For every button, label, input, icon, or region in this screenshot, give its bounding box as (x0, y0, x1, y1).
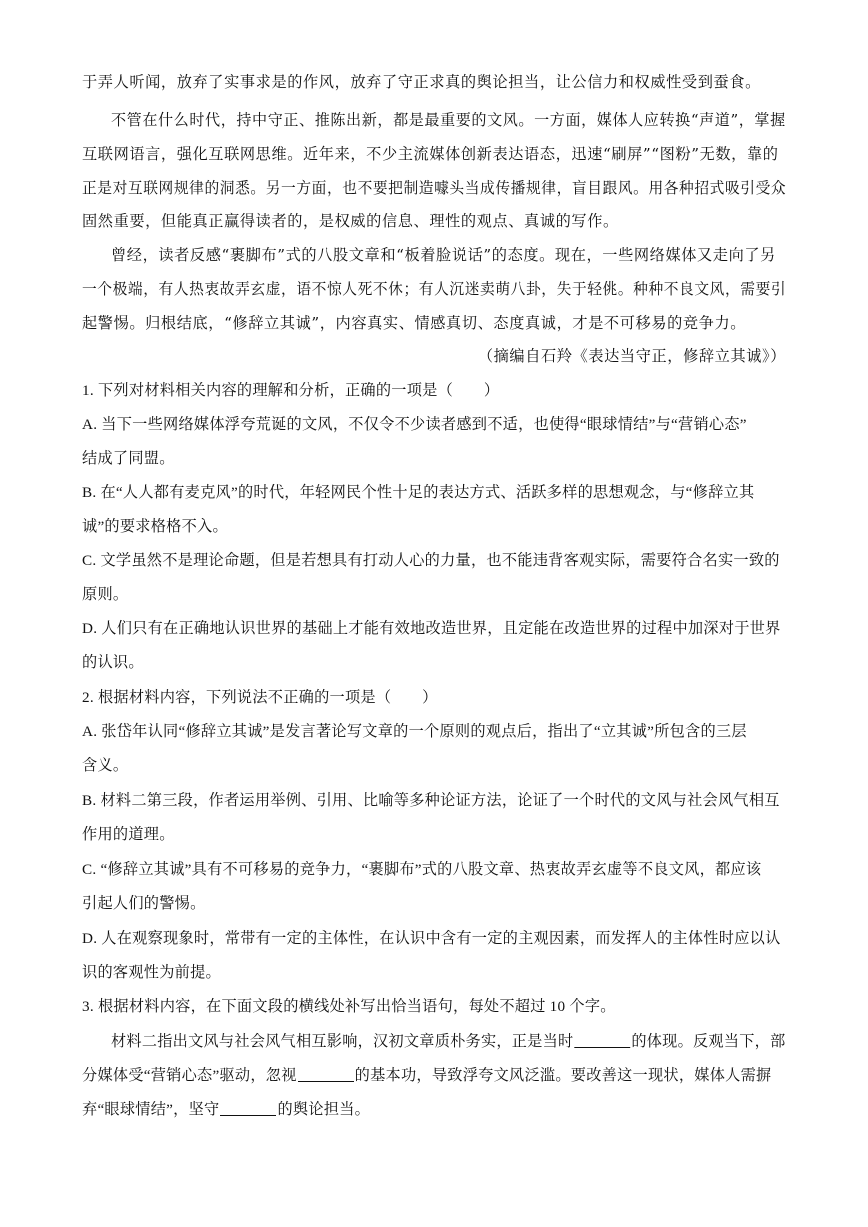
q3-answer-blank-3[interactable] (220, 1101, 276, 1116)
passage-line-1: 于弄人听闻，放弃了实事求是的作风，放弃了守正求真的舆论担当，让公信力和权威性受到蚕食。 (82, 73, 761, 91)
q3-stem: 3. 根据材料内容，在下面文段的横线处补写出恰当语句，每处不超过 10 个字。 (82, 998, 616, 1015)
q3-paragraph-line-2 (82, 1066, 771, 1086)
passage-line-6: 曾经，读者反感“裹脚布”式的八股文章和“板着脸说话”的态度。现在，一些网络媒体又走向了另 (111, 246, 776, 264)
q1-option-a-line2: 结成了同盟。 (82, 450, 175, 467)
q1-option-b-line1: B. 在“人人都有麦克风”的时代，年轻网民个性十足的表达方式、活跃多样的思想观念，与“修辞立其 (82, 484, 755, 501)
q1-option-c-line2: 原则。 (82, 586, 129, 603)
passage-line-3: 互联网语言，强化互联网思维。近年来，不少主流媒体创新表达语态，迅速“刷屏”“图粉”无数，靠的 (82, 145, 779, 163)
q3-text: 的舆论担当。 (277, 1101, 371, 1118)
q1-option-a-line1: A. 当下一些网络媒体浮夸荒诞的文风，不仅令不少读者感到不适，也使得“眼球情结”与“营销心态” (82, 416, 747, 433)
q2-option-b-line1: B. 材料二第三段，作者运用举例、引用、比喻等多种论证方法，论证了一个时代的文风与社会风气相互 (82, 792, 780, 809)
passage-line-8: 起警惕。归根结底，“修辞立其诚”，内容真实、情感真切、态度真诚，才是不可移易的竞争力。 (82, 314, 747, 332)
passage-source: （摘编自石羚《表达当守正，修辞立其诚》） (477, 347, 786, 365)
q1-option-c-line1: C. 文学虽然不是理论命题，但是若想具有打动人心的力量，也不能违背客观实际，需要符合名实一致的 (82, 552, 780, 569)
passage-line-2: 不管在什么时代，持中守正、推陈出新，都是最重要的文风。一方面，媒体人应转换“声道”，掌握 (111, 111, 786, 129)
q1-option-d-line1: D. 人们只有在正确地认识世界的基础上才能有效地改造世界，且定能在改造世界的过程中加深对于世界 (82, 620, 781, 637)
q3-paragraph-line-3 (82, 1100, 370, 1120)
passage-line-7: 一个极端，有人热衷故弄玄虚，语不惊人死不休；有人沉迷卖萌八卦，失于轻佻。种种不良文风，需要引 (82, 280, 787, 298)
q1-option-d-line2: 的认识。 (82, 654, 144, 671)
q2-option-b-line2: 作用的道理。 (82, 826, 175, 843)
q3-paragraph-line-1 (111, 1032, 785, 1052)
q2-option-c-line2: 引起人们的警惕。 (82, 895, 206, 912)
q1-option-b-line2: 诚”的要求格格不入。 (82, 518, 228, 535)
q2-option-d-line1: D. 人在观察现象时，常带有一定的主体性，在认识中含有一定的主观因素，而发挥人的主体性时应以认 (82, 930, 781, 947)
q3-text: 的基本功，导致浮夸文风泛滥。要改善这一现状，媒体人需摒 (354, 1067, 772, 1084)
q2-option-c-line1: C. “修辞立其诚”具有不可移易的竞争力，“裹脚布”式的八股文章、热衷故弄玄虚等不良文风，都应该 (82, 861, 762, 878)
passage-line-5: 固然重要，但能真正赢得读者的，是权威的信息、理性的观点、真诚的写作。 (82, 212, 619, 230)
q2-option-d-line2: 识的客观性为前提。 (82, 964, 221, 981)
q3-text: 弃“眼球情结”，坚守 (82, 1101, 220, 1118)
q3-text: 分媒体受“营销心态”驱动，忽视 (82, 1067, 297, 1084)
q3-text: 材料二指出文风与社会风气相互影响，汉初文章质朴务实，正是当时 (111, 1033, 574, 1050)
q2-option-a-line1: A. 张岱年认同“修辞立其诚”是发言著论写文章的一个原则的观点后，指出了“立其诚”所包含的三层 (82, 723, 747, 740)
passage-line-4: 正是对互联网规律的洞悉。另一方面，也不要把制造噱头当成传播规律，盲目跟风。用各种招式吸引受众 (82, 179, 787, 197)
q3-answer-blank-1[interactable] (574, 1033, 630, 1048)
q2-option-a-line2: 含义。 (82, 757, 129, 774)
q2-stem: 2. 根据材料内容，下列说法不正确的一项是（ ） (82, 689, 438, 706)
q3-text: 的体现。反观当下，部 (631, 1033, 786, 1050)
q3-answer-blank-2[interactable] (298, 1067, 354, 1082)
q1-stem: 1. 下列对材料相关内容的理解和分析，正确的一项是（ ） (82, 382, 500, 399)
